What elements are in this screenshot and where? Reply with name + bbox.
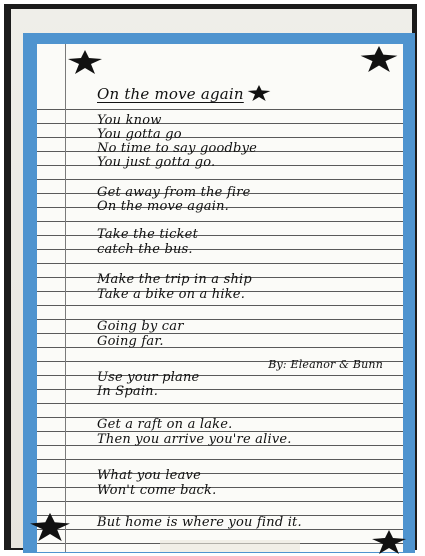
poem-line: Use your plane [97, 370, 200, 385]
poem-title-text: On the move again [97, 85, 244, 103]
poem-line: On the move again. [97, 199, 229, 214]
star-icon [372, 530, 406, 554]
star-icon [360, 46, 398, 72]
poem-line: Take a bike on a hike. [97, 287, 246, 302]
poem-line: Get away from the fire [97, 185, 251, 200]
star-icon [30, 512, 70, 542]
poem-line: You just gotta go. [97, 155, 216, 170]
poem-line: You know [97, 113, 162, 128]
poem-line: Make the trip in a ship [97, 272, 252, 287]
poem-line: But home is where you find it. [97, 515, 302, 530]
poem-line: Then you arrive you're alive. [97, 432, 292, 447]
poem-byline: By: Eleanor & Bunn [268, 358, 383, 371]
poem-line: Going by car [97, 319, 184, 334]
poem-line: You gotta go [97, 127, 182, 142]
poem-title [97, 85, 271, 101]
poem-line: Going far. [97, 334, 164, 349]
poem-line: Get a raft on a lake. [97, 417, 233, 432]
poem-line: Take the ticket [97, 227, 198, 242]
photo-glare [160, 540, 300, 552]
poem-line: What you leave [97, 468, 201, 483]
poem-line: Won't come back. [97, 483, 217, 498]
star-icon [247, 85, 271, 101]
star-icon [68, 50, 102, 74]
poem-line: No time to say goodbye [97, 141, 258, 156]
margin-line [65, 44, 66, 552]
poem-line: In Spain. [97, 384, 159, 399]
poem-line: catch the bus. [97, 242, 193, 257]
